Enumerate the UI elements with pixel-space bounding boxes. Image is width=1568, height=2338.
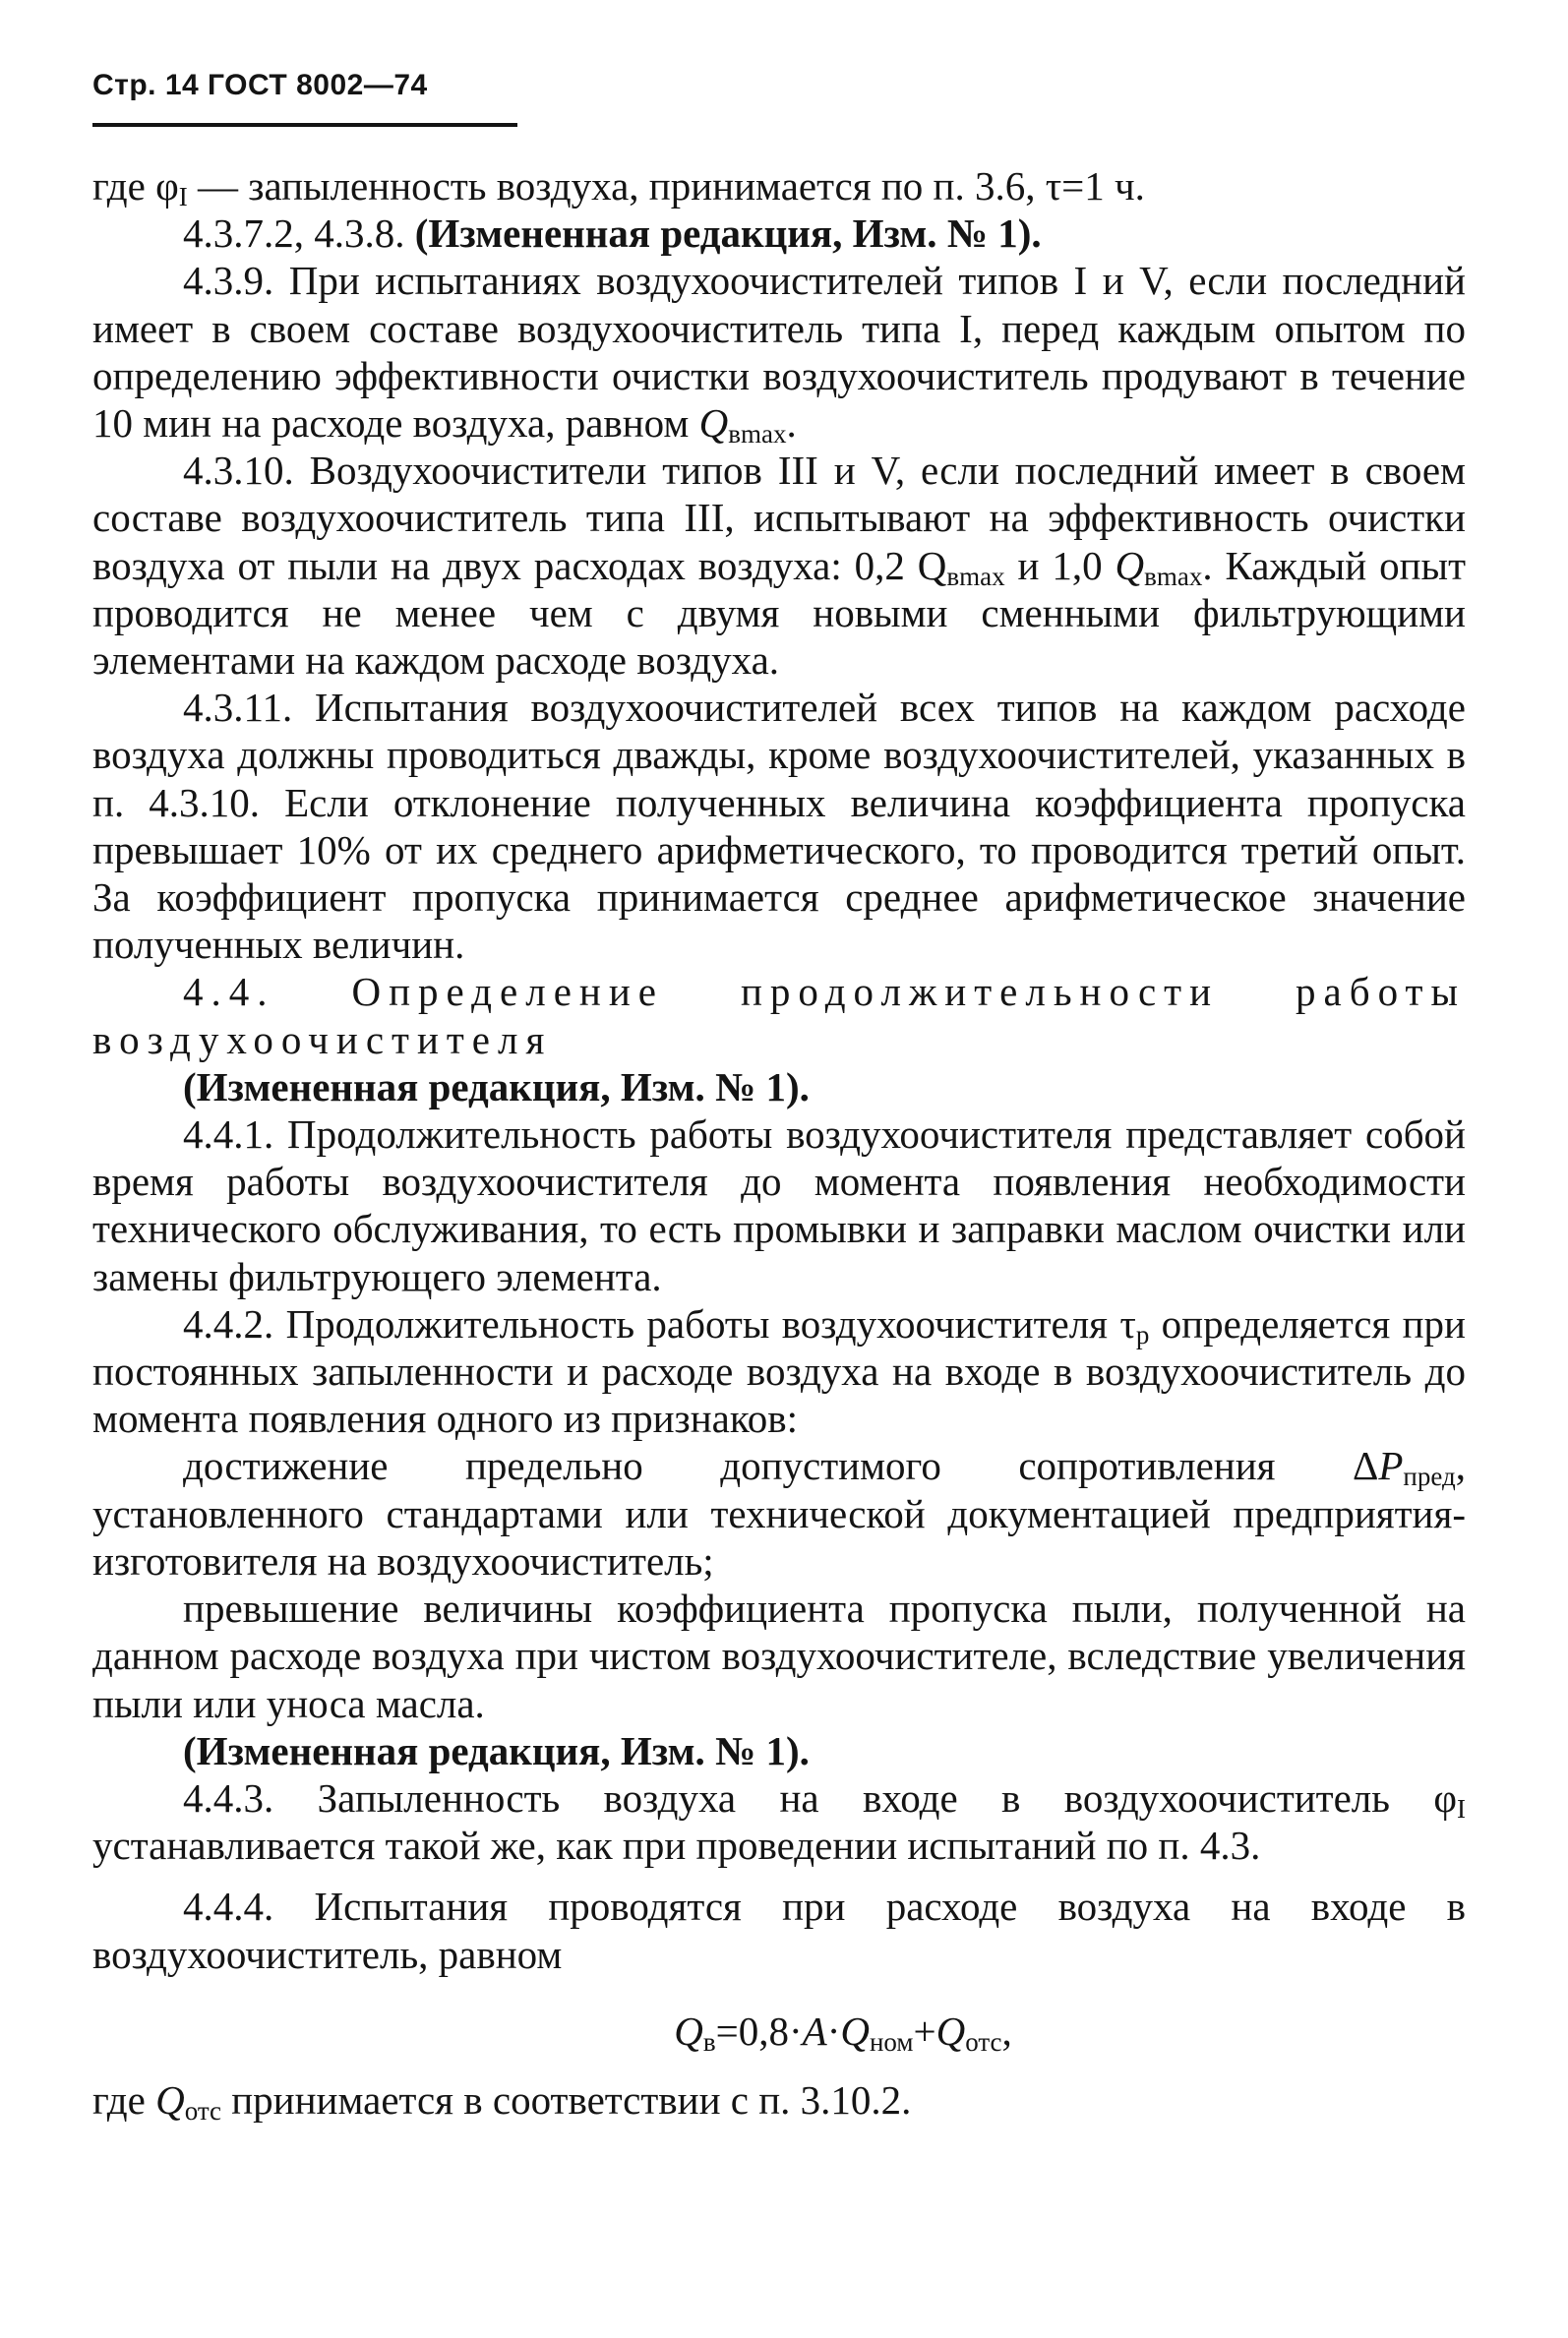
- paragraph-4-3-10: 4.3.10. Воздухоочистители типов III и V, если последний имеет в своем составе воздухоочиститель типа III, испытывают на эффективность очистки воздуха от пыли на двух расходах воздуха: 0,2 $Q_{вmax}$ и 1,0 $Q_{вmax}$. Каждый опыт проводится не менее чем с двумя новыми сменными фильтрующими элементами на каждом расходе воздуха.: [92, 448, 1466, 684]
- paragraph-where-qotc: где $Q_{отс}$ принимается в соответствии с п. 3.10.2.: [92, 2076, 912, 2126]
- airflow-formula: $Q_в=0,8\cdot A\cdot Q_{ном}+Q_{отс}$,: [674, 2008, 1012, 2057]
- paragraph-4-4-3: 4.4.3. Запыленность воздуха на входе в воздухоочиститель $\varphi_I$ устанавливается такой же, как при проведении испытаний по п. 4.3.: [92, 1774, 1466, 1869]
- page-header: Стр. 14 ГОСТ 8002—74: [92, 69, 428, 101]
- paragraph-4-3-9: 4.3.9. При испытаниях воздухоочистителей типов I и V, если последний имеет в своем составе воздухоочиститель типа I, перед каждым опытом по определению эффективности очистки воздухоочиститель продувают в течение 10 мин на расходе воздуха, равном $Q_{вmax}$.: [92, 258, 1466, 450]
- paragraph-4-3-11: 4.3.11. Испытания воздухоочистителей всех типов на каждом расходе воздуха должны проводиться дважды, кроме воздухоочистителей, указанных в п. 4.3.10. Если отклонение полученных величина коэффициента пропуска превышает 10% от их среднего арифметического, то проводится третий опыт. За коэффициент пропуска принимается среднее арифметическое значение полученных величин.: [92, 685, 1466, 968]
- paragraph-4-4-2: 4.4.2. Продолжительность работы воздухоочистителя $\tau_р$ определяется при постоянных запыленности и расходе воздуха на входе в воздухоочиститель до момента появления одного из признаков:: [92, 1300, 1466, 1442]
- paragraph-limit-resistance: достижение предельно допустимого сопротивления $\Delta P_{пред}$, установленного стандартами или технической документацией предприятия-изготовителя на воздухоочиститель;: [92, 1443, 1466, 1584]
- spacer: [92, 1869, 1466, 1883]
- amendment-note-2: (Измененная редакция, Изм. № 1).: [183, 1727, 810, 1773]
- paragraph-4-3-7-2: 4.3.7.2, 4.3.8. (Измененная редакция, Изм. № 1).: [183, 210, 1042, 257]
- amendment-note-1: (Измененная редакция, Изм. № 1).: [183, 1063, 810, 1109]
- paragraph-4-4-4: 4.4.4. Испытания проводятся при расходе воздуха на входе в воздухоочиститель, равном: [92, 1884, 1466, 1977]
- section-heading-4-4: 4.4. Определение продолжительности работы воздухоочистителя: [92, 969, 1466, 1062]
- header-rule: [92, 123, 517, 127]
- document-body: [92, 162, 1466, 2124]
- paragraph-where-phi: где $\varphi_I$ — запыленность воздуха, принимается по п. 3.6, τ=1 ч.: [92, 163, 1145, 211]
- paragraph-4-4-1: 4.4.1. Продолжительность работы воздухоочистителя представляет собой время работы воздухоочистителя до момента появления необходимости технического обслуживания, то есть промывки и заправки маслом очистки или замены фильтрующего элемента.: [92, 1111, 1466, 1299]
- paragraph-exceeding-coefficient: превышение величины коэффициента пропуска пыли, полученной на данном расходе воздуха при чистом воздухоочистителе, вследствие увеличения пыли или уноса масла.: [92, 1586, 1466, 1726]
